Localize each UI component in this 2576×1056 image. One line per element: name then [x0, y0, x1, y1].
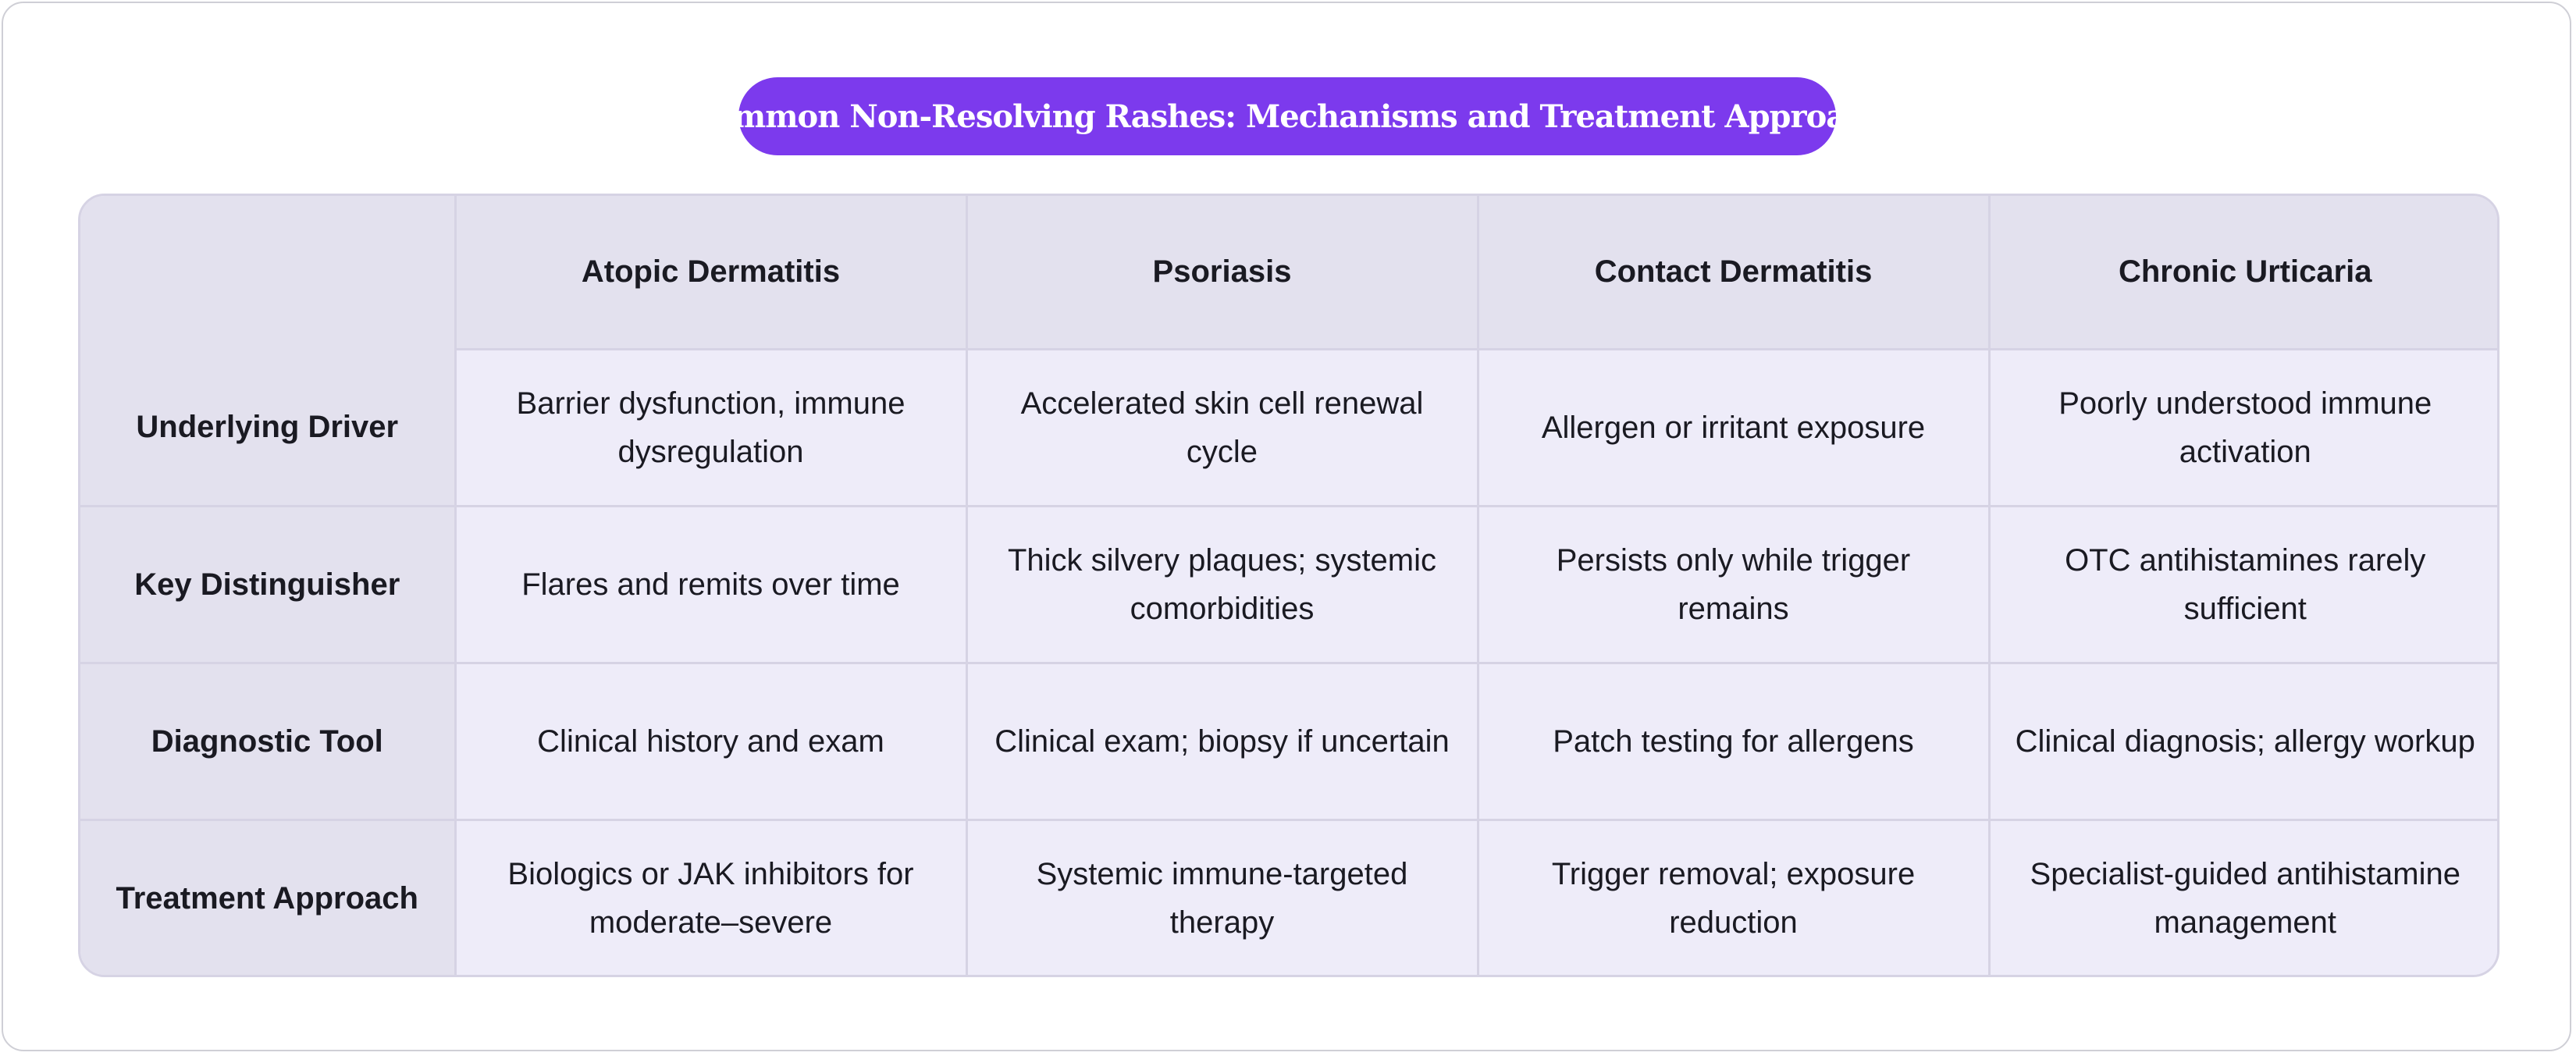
table-cell: Allergen or irritant exposure [1478, 349, 1989, 506]
table-cell: Clinical exam; biopsy if uncertain [966, 663, 1478, 820]
table-cell: Thick silvery plaques; systemic comorbidities [966, 506, 1478, 663]
table-cell: Barrier dysfunction, immune dysregulation [455, 349, 966, 506]
table-cell: OTC antihistamines rarely sufficient [1989, 506, 2500, 663]
table-cell: Persists only while trigger remains [1478, 506, 1989, 663]
table-cell: Poorly understood immune activation [1989, 349, 2500, 506]
column-header-chronic-urticaria: Chronic Urticaria [1989, 196, 2500, 349]
table-row [80, 506, 2500, 663]
table-cell: Clinical history and exam [455, 663, 966, 820]
table-row [80, 663, 2500, 820]
table-cell: Patch testing for allergens [1478, 663, 1989, 820]
table-row [80, 349, 2500, 506]
table-cell: Clinical diagnosis; allergy workup [1989, 663, 2500, 820]
table-header-row [80, 196, 2500, 349]
comparison-table [78, 194, 2500, 977]
column-header-psoriasis: Psoriasis [966, 196, 1478, 349]
table-cell: Flares and remits over time [455, 506, 966, 663]
page-title: Common Non-Resolving Rashes: Mechanisms and Treatment Approach [738, 77, 1836, 155]
table-row [80, 820, 2500, 976]
table-cell: Specialist-guided antihistamine management [1989, 820, 2500, 976]
comparison-table-grid [80, 196, 2500, 976]
row-header-key-distinguisher: Key Distinguisher [80, 506, 455, 663]
column-header-contact-dermatitis: Contact Dermatitis [1478, 196, 1989, 349]
table-cell: Accelerated skin cell renewal cycle [966, 349, 1478, 506]
row-header-diagnostic-tool: Diagnostic Tool [80, 663, 455, 820]
column-header-atopic-dermatitis: Atopic Dermatitis [455, 196, 966, 349]
table-cell: Biologics or JAK inhibitors for moderate–severe [455, 820, 966, 976]
table-cell: Trigger removal; exposure reduction [1478, 820, 1989, 976]
row-header-underlying-driver: Underlying Driver [80, 349, 455, 506]
table-cell: Systemic immune-targeted therapy [966, 820, 1478, 976]
row-header-treatment-approach: Treatment Approach [80, 820, 455, 976]
header-corner-cell [80, 196, 455, 349]
